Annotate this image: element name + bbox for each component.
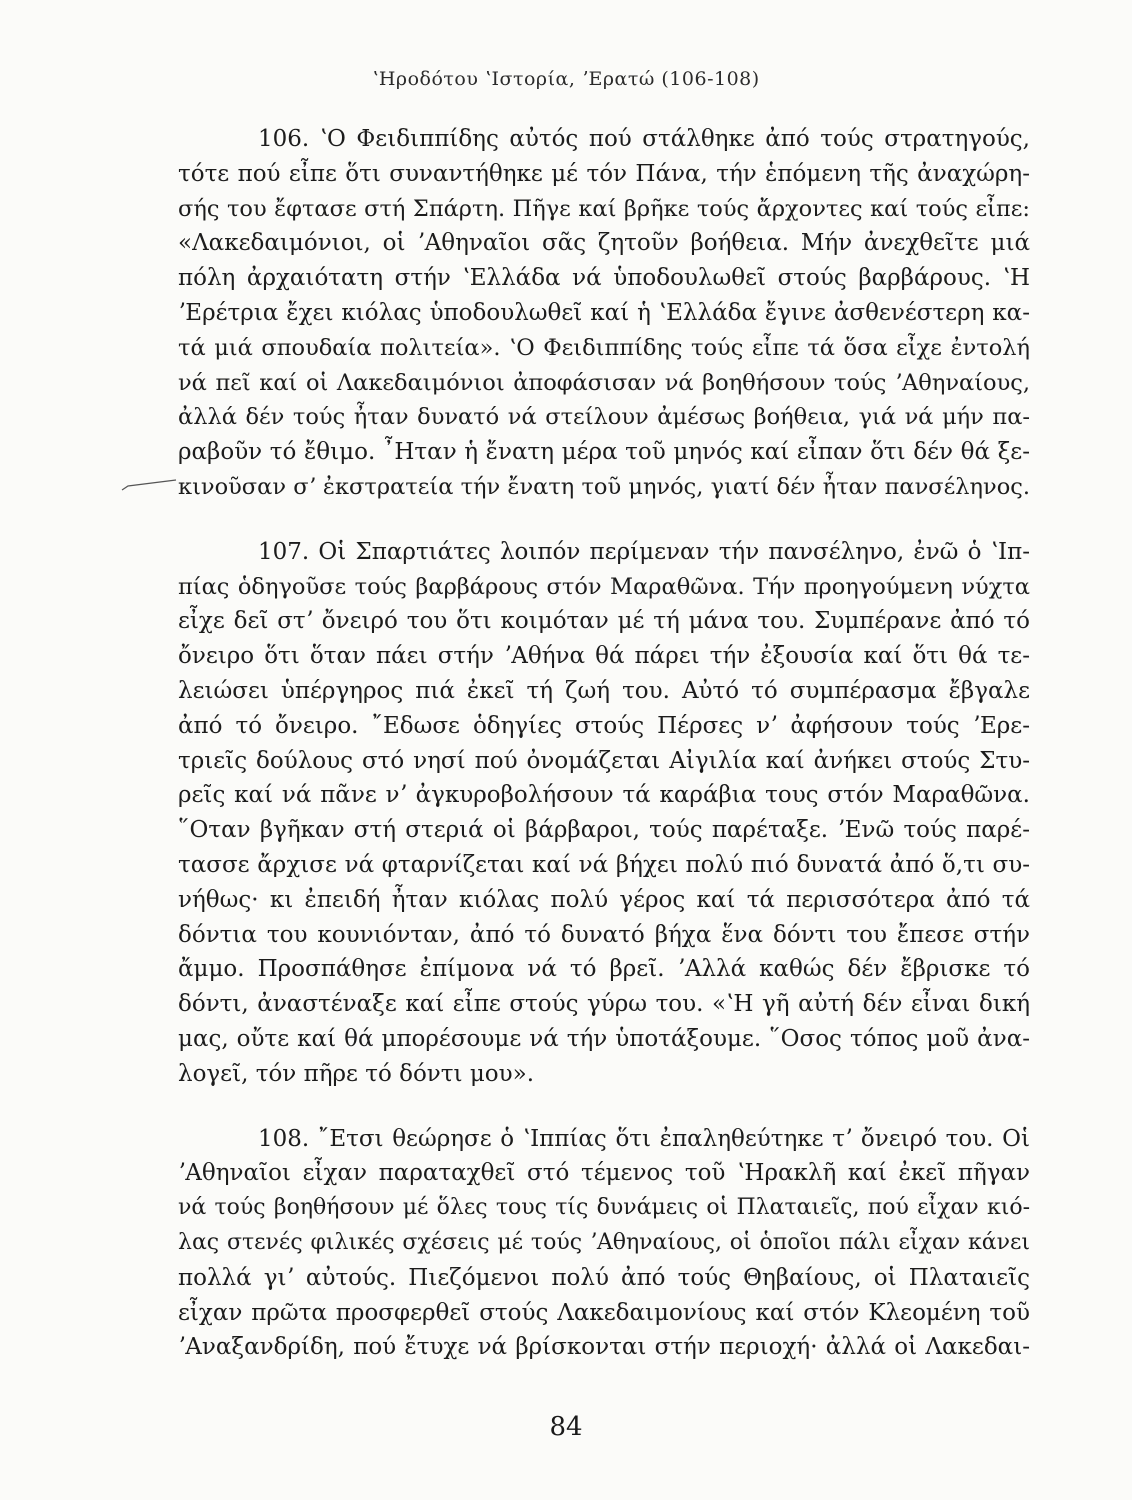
text-line: πίας ὁδηγοῦσε τούς βαρβάρους στόν Μαραθῶνα. Τήν προηγούμενη νύχτα	[178, 573, 1030, 600]
text-line: 106. ʽΟ Φειδιππίδης αὐτός πού στάλθηκε ἀπό τούς στρατηγούς,	[258, 126, 1030, 152]
text-line: «Λακεδαιμόνιοι, οἱ ʼΑθηναῖοι σᾶς ζητοῦν βοήθεια. Μήν ἀνεχθεῖτε μιά	[178, 230, 1030, 257]
text-line: μας, οὔτε καί θά μπορέσουμε νά τήν ὑποτάξουμε. ῞Οσος τόπος μοῦ ἀνα-	[178, 1025, 1030, 1052]
text-line: δόντια του κουνιόνταν, ἀπό τό δυνατό βήχα ἕνα δόντι του ἔπεσε στήν	[178, 921, 1030, 948]
text-line: ῞Οταν βγῆκαν στή στεριά οἱ βάρβαροι, τούς παρέταξε. ʼΕνῶ τούς παρέ-	[178, 817, 1030, 844]
paragraph-108	[178, 1122, 1030, 1366]
text-line: ἄμμο. Προσπάθησε ἐπίμονα νά τό βρεῖ. ʼΑλλά καθώς δέν ἔβρισκε τό	[178, 956, 1030, 983]
text-line: ʼΑναξανδρίδη, πού ἔτυχε νά βρίσκονται στήν περιοχή· ἀλλά οἱ Λακεδαι-	[178, 1334, 1030, 1361]
text-line: νήθως· κι ἐπειδή ἦταν κιόλας πολύ γέρος καί τά περισσότερα ἀπό τά	[178, 886, 1030, 913]
text-line: σής του ἔφτασε στή Σπάρτη. Πῆγε καί βρῆκε τούς ἄρχοντες καί τούς εἶπε:	[178, 195, 1030, 222]
text-line: ʼΑθηναῖοι εἶχαν παραταχθεῖ στό τέμενος τοῦ ʽΗρακλῆ καί ἐκεῖ πῆγαν	[178, 1160, 1030, 1187]
text-line: ἀλλά δέν τούς ἦταν δυνατό νά στείλουν ἀμέσως βοήθεια, γιά νά μήν πα-	[178, 404, 1030, 431]
paragraph-106	[178, 122, 1030, 505]
text-line: πολλά γιʼ αὐτούς. Πιεζόμενοι πολύ ἀπό τούς Θηβαίους, οἱ Πλαταιεῖς	[178, 1264, 1030, 1291]
text-line: τασσε ἄρχισε νά φταρνίζεται καί νά βήχει πολύ πιό δυνατά ἀπό ὅ,τι συ-	[178, 851, 1030, 878]
text-line: νά τούς βοηθήσουν μέ ὅλες τους τίς δυνάμεις οἱ Πλαταιεῖς, πού εἶχαν κιό-	[178, 1195, 1030, 1221]
text-line: 108. ῎Ετσι θεώρησε ὁ ʽΙππίας ὅτι ἐπαληθεύτηκε τʼ ὄνειρό του. Οἱ	[258, 1125, 1030, 1152]
text-line: κινοῦσαν σʼ ἐκστρατεία τήν ἔνατη τοῦ μηνός, γιατί δέν ἦταν πανσέληνος.	[178, 473, 1030, 500]
text-line: τριεῖς δούλους στό νησί πού ὀνομάζεται Αἰγιλία καί ἀνήκει στούς Στυ-	[178, 747, 1030, 774]
text-line: ʼΕρέτρια ἔχει κιόλας ὑποδουλωθεῖ καί ἡ ʽΕλλάδα ἔγινε ἀσθενέστερη κα-	[178, 299, 1030, 326]
text-line: δόντι, ἀναστέναξε καί εἶπε στούς γύρω του. «ʽΗ γῆ αὐτή δέν εἶναι δική	[178, 991, 1030, 1018]
paragraph-107	[178, 535, 1030, 1092]
text-line: λας στενές φιλικές σχέσεις μέ τούς ʼΑθηναίους, οἱ ὁποῖοι πάλι εἶχαν κάνει	[178, 1229, 1030, 1255]
text-line: ἀπό τό ὄνειρο. ῎Εδωσε ὁδηγίες στούς Πέρσες νʼ ἀφήσουν τούς ʼΕρε-	[178, 712, 1030, 739]
text-line: λειώσει ὑπέργηρος πιά ἐκεῖ τή ζωή του. Αὐτό τό συμπέρασμα ἔβγαλε	[178, 677, 1030, 704]
margin-pencil-mark	[118, 472, 178, 496]
text-line: εἶχε δεῖ στʼ ὄνειρό του ὅτι κοιμόταν μέ τή μάνα του. Συμπέρανε ἀπό τό	[178, 608, 1030, 635]
text-line: νά πεῖ καί οἱ Λακεδαιμόνιοι ἀποφάσισαν νά βοηθήσουν τούς ʼΑθηναίους,	[178, 369, 1030, 396]
text-line: τά μιά σπουδαία πολιτεία». ʽΟ Φειδιππίδης τούς εἶπε τά ὅσα εἶχε ἐντολή	[178, 334, 1030, 361]
text-line: 107. Οἱ Σπαρτιάτες λοιπόν περίμεναν τήν πανσέληνο, ἐνῶ ὁ ʽΙπ-	[258, 538, 1030, 565]
text-line: ραβοῦν τό ἔθιμο. ῏Ηταν ἡ ἔνατη μέρα τοῦ μηνός καί εἶπαν ὅτι δέν θά ξε-	[178, 439, 1030, 466]
text-line: ὄνειρο ὅτι ὅταν πάει στήν ʼΑθήνα θά πάρει τήν ἐξουσία καί ὅτι θά τε-	[178, 643, 1030, 670]
text-line: λογεῖ, τόν πῆρε τό δόντι μου».	[178, 1060, 535, 1087]
text-line: εἶχαν πρῶτα προσφερθεῖ στούς Λακεδαιμονίους καί στόν Κλεομένη τοῦ	[178, 1299, 1030, 1326]
text-line: ρεῖς καί νά πᾶνε νʼ ἀγκυροβολήσουν τά καράβια τους στόν Μαραθῶνα.	[178, 782, 1030, 809]
text-line: τότε πού εἶπε ὅτι συναντήθηκε μέ τόν Πάνα, τήν ἑπόμενη τῆς ἀναχώρη-	[178, 160, 1030, 187]
running-title: ʽΗροδότου ʽΙστορία, ʼΕρατώ (106-108)	[372, 68, 760, 90]
body-text	[178, 122, 1030, 1365]
page-number: 84	[549, 1412, 583, 1442]
text-line: πόλη ἀρχαιότατη στήν ʽΕλλάδα νά ὑποδουλωθεῖ στούς βαρβάρους. ʽΗ	[178, 265, 1030, 292]
